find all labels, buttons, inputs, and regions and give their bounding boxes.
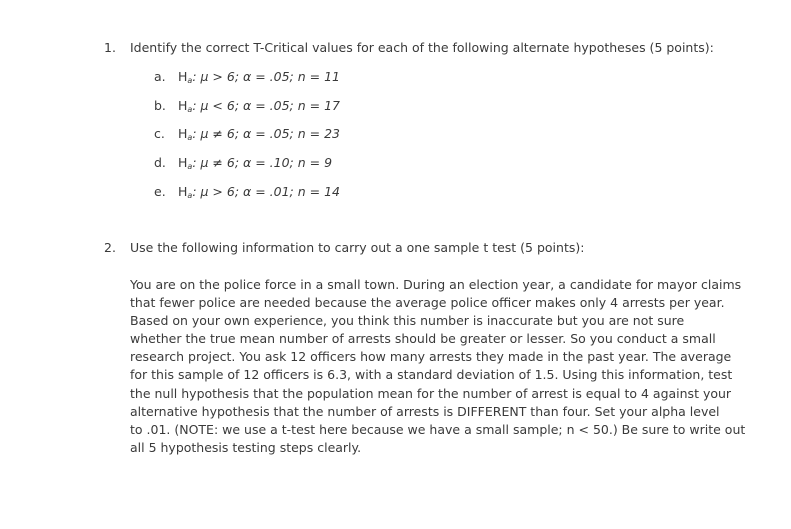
paragraph-line: the null hypothesis that the population mean for the number of arrest is equal to 4 against your: [130, 385, 732, 401]
item-letter: a.: [154, 69, 166, 84]
paragraph-line: You are on the police force in a small town. During an election year, a candidate for mayor claims: [130, 277, 742, 292]
paragraph-line: for this sample of 12 officers is 6.3, with a standard deviation of 1.5. Using this information, test: [130, 367, 733, 383]
question-number: 2.: [104, 240, 116, 255]
hypothesis-text: Ha: μ > 6; α = .01; n = 14: [178, 184, 340, 200]
question-prompt: Use the following information to carry out a one sample t test (5 points):: [130, 240, 585, 255]
paragraph-line: Based on your own experience, you think this number is inaccurate but you are not sure: [130, 313, 685, 329]
hypothesis-text: Ha: μ < 6; α = .05; n = 17: [178, 98, 340, 114]
scenario-paragraph: [130, 276, 746, 457]
item-letter: c.: [154, 126, 165, 141]
paragraph-line: whether the true mean number of arrests should be greater or lesser. So you conduct a small: [130, 331, 716, 347]
item-letter: d.: [154, 155, 166, 170]
paragraph-line: all 5 hypothesis testing steps clearly.: [130, 439, 362, 455]
hypothesis-text: Ha: μ ≠ 6; α = .10; n = 9: [178, 155, 333, 171]
paragraph-line: that fewer police are needed because the average police officer makes only 4 arrests per year.: [130, 295, 725, 311]
hypothesis-text: Ha: μ > 6; α = .05; n = 11: [178, 69, 340, 85]
question-prompt: Identify the correct T-Critical values for each of the following alternate hypotheses (5 points):: [130, 40, 714, 55]
paragraph-line: research project. You ask 12 officers how many arrests they made in the past year. The average: [130, 349, 732, 365]
item-letter: b.: [154, 98, 166, 113]
paragraph-line: alternative hypothesis that the number of arrests is DIFFERENT than four. Set your alpha level: [130, 403, 720, 419]
question-number: 1.: [104, 40, 116, 55]
item-letter: e.: [154, 184, 166, 199]
paragraph-line: to .01. (NOTE: we use a t-test here because we have a small sample; n < 50.) Be sure to write out: [130, 421, 746, 437]
hypothesis-text: Ha: μ ≠ 6; α = .05; n = 23: [178, 126, 340, 142]
